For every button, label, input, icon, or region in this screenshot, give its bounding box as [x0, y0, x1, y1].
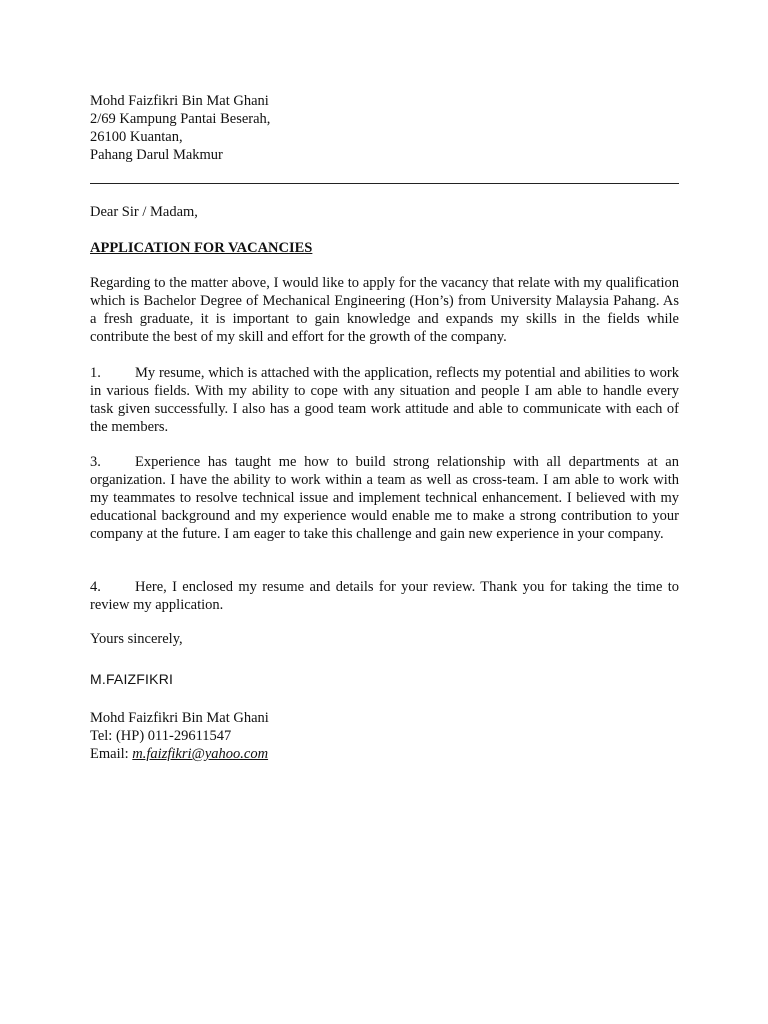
contact-name: Mohd Faizfikri Bin Mat Ghani — [90, 710, 269, 726]
intro-paragraph: Regarding to the matter above, I would like to apply for the vacancy that relate with my qualification which is Bachelor Degree of Mechanical Engineering (Hon’s) from University Malaysia Pahang. As a fresh graduate, it is important to gain knowledge and expands my skills in the fields while contribute the best of my skill and effort for the growth of the company. — [90, 275, 679, 345]
sender-address-block — [90, 92, 679, 164]
subject-heading: APPLICATION FOR VACANCIES — [90, 240, 313, 256]
paragraph-text: Experience has taught me how to build strong relationship with all departments at an organization. I have the ability to work within a team as well as cross-team. I am able to work with my teammates to resolve technical issue and implement technical enhancement. I believed with my educational background and my experience would enable me to make a strong contribution to your company at the future. I am eager to take this challenge and gain new experience in your company. — [90, 454, 679, 542]
sender-address-line: Pahang Darul Makmur — [90, 147, 223, 163]
numbered-paragraph — [90, 364, 679, 436]
contact-tel: Tel: (HP) 011-29611547 — [90, 728, 232, 744]
email-label: Email: — [90, 746, 133, 762]
numbered-paragraph — [90, 453, 679, 543]
paragraph-number: 4. — [90, 579, 101, 595]
closing: Yours sincerely, — [90, 631, 183, 647]
contact-block — [90, 709, 269, 763]
sender-address-line: 2/69 Kampung Pantai Beserah, — [90, 111, 271, 127]
sender-name: Mohd Faizfikri Bin Mat Ghani — [90, 93, 269, 109]
paragraph-number: 3. — [90, 454, 101, 470]
signature: M.FAIZFIKRI — [90, 671, 174, 687]
contact-email-line — [90, 745, 269, 763]
sender-address-line: 26100 Kuantan, — [90, 129, 183, 145]
paragraph-number: 1. — [90, 365, 101, 381]
numbered-paragraph — [90, 578, 679, 614]
salutation: Dear Sir / Madam, — [90, 204, 198, 220]
paragraph-text: My resume, which is attached with the application, reflects my potential and abilities to work in various fields. With my ability to cope with any situation and people I am able to handle every task given successfully. I also has a good team work attitude and able to communicate with each of the members. — [90, 365, 679, 435]
horizontal-divider — [90, 183, 679, 184]
paragraph-text: Here, I enclosed my resume and details for your review. Thank you for taking the time to review my application. — [90, 579, 679, 613]
email-link[interactable]: m.faizfikri@yahoo.com — [132, 746, 269, 762]
